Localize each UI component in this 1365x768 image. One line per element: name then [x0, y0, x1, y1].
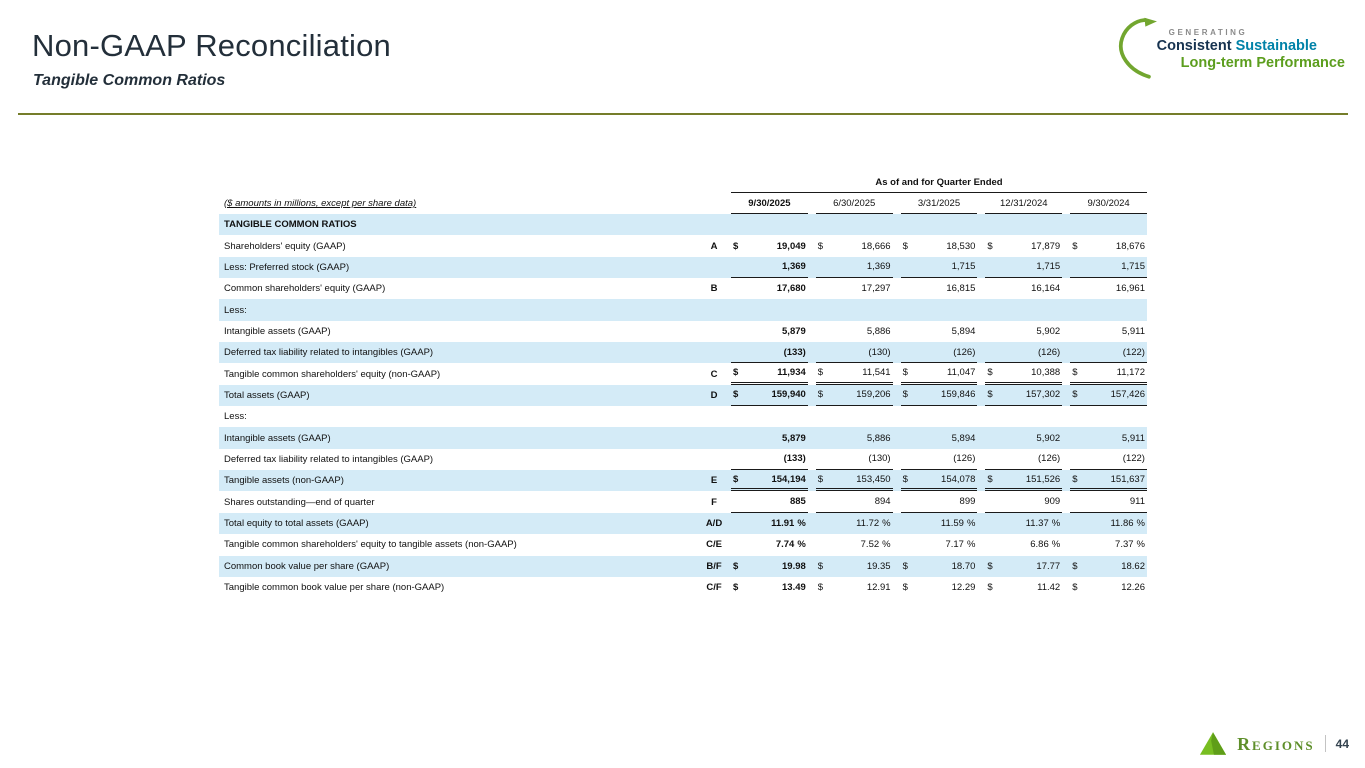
row-values: [731, 406, 1147, 427]
row-label: Intangible assets (GAAP): [224, 432, 331, 444]
table-row: [219, 235, 1147, 256]
dollar-sign: $: [987, 473, 993, 485]
value: 17.77: [1036, 560, 1061, 572]
value-cell: [1070, 470, 1147, 491]
table-row: [219, 406, 1147, 427]
value-cell: [816, 491, 893, 512]
value: 11,541: [862, 367, 891, 379]
value-cell: [901, 491, 978, 512]
row-label: Less: Preferred stock (GAAP): [224, 261, 350, 273]
quarter-ended-header: As of and for Quarter Ended: [731, 173, 1147, 193]
row-ref: E: [710, 475, 718, 487]
row-values: [731, 363, 1147, 384]
percent-sign: %: [1136, 517, 1145, 529]
row-label: Less:: [224, 411, 247, 423]
value: 7.37: [1115, 539, 1134, 551]
value-cell: [731, 449, 808, 470]
value-cell: [901, 385, 978, 406]
value: 17,680: [776, 283, 806, 295]
value-cell: [1070, 321, 1147, 342]
table-row: [219, 449, 1147, 470]
value-cell: [901, 556, 978, 577]
value: 10,388: [1031, 367, 1061, 379]
table-body: [219, 214, 1147, 598]
table-row: [219, 214, 1147, 235]
row-ref: [697, 449, 731, 470]
regions-wordmark: Regions: [1237, 733, 1315, 754]
dollar-sign: $: [987, 389, 993, 401]
percent-sign: %: [1051, 539, 1061, 551]
value-cell: [985, 577, 1062, 598]
table-group-header-row: [219, 173, 1147, 193]
value: 5,911: [1121, 325, 1145, 337]
value: (122): [1122, 346, 1145, 358]
row-label: Deferred tax liability related to intangibles (GAAP): [224, 453, 434, 465]
dollar-sign: $: [1072, 560, 1078, 572]
table-row: [219, 342, 1147, 363]
value-cell: [901, 577, 978, 598]
value: 885: [789, 496, 806, 508]
value-cell: [731, 427, 808, 448]
percent-sign: %: [882, 539, 891, 551]
table-caption: ($ amounts in millions, except per share data): [224, 198, 417, 209]
row-ref: [697, 342, 731, 363]
table-row: [219, 278, 1147, 299]
value-cell: [985, 513, 1062, 534]
value: 18,676: [1115, 240, 1145, 252]
value-cell: [1070, 257, 1147, 278]
value-cell: [816, 577, 893, 598]
value-cell: [731, 235, 808, 256]
value-cell: [1070, 449, 1147, 470]
value: 159,846: [941, 389, 976, 401]
percent-sign: %: [966, 539, 976, 551]
table-row: [219, 577, 1147, 598]
value-cell: [901, 321, 978, 342]
value: 18,530: [946, 240, 976, 252]
value: 899: [959, 496, 976, 508]
dollar-sign: $: [733, 367, 739, 379]
value: 1,715: [1121, 261, 1145, 273]
header-divider: [18, 113, 1348, 115]
row-ref: C: [710, 368, 718, 380]
row-label: Shareholders' equity (GAAP): [224, 240, 346, 252]
dollar-sign: $: [817, 582, 824, 594]
value: 154,194: [771, 473, 806, 485]
row-ref: B/F: [706, 560, 722, 572]
value: 7.52: [860, 539, 880, 551]
row-label: Total equity to total assets (GAAP): [224, 517, 369, 529]
value: 13.49: [782, 582, 806, 594]
value: 18,666: [861, 240, 891, 252]
value-cell: [731, 513, 808, 534]
row-values: [731, 257, 1147, 278]
table-row: [219, 363, 1147, 384]
tagline-sustainable: Sustainable: [1235, 37, 1317, 54]
value-cell: [985, 556, 1062, 577]
percent-sign: %: [966, 517, 976, 529]
dollar-sign: $: [1072, 240, 1078, 252]
tagline-text: [1157, 28, 1345, 71]
value-cell: [901, 470, 978, 491]
page-title: Non-GAAP Reconciliation: [32, 28, 391, 63]
table-row: [219, 321, 1147, 342]
value-cell: [1070, 278, 1147, 299]
value-cell: [731, 491, 808, 512]
value: 11.86: [1110, 517, 1134, 529]
value-cell: [731, 534, 808, 555]
value-cell: [731, 577, 808, 598]
page-number: 44: [1335, 736, 1349, 751]
row-ref: F: [711, 496, 717, 508]
value-cell: [985, 235, 1062, 256]
value-cell: [731, 278, 808, 299]
value-cell: [816, 321, 893, 342]
value-cell: [901, 534, 978, 555]
value: 894: [874, 496, 891, 508]
value-cell: [816, 470, 893, 491]
row-label: Common shareholders' equity (GAAP): [224, 283, 386, 295]
footer-separator: [1325, 735, 1326, 752]
row-values: [731, 427, 1147, 448]
value-cell: [901, 342, 978, 363]
value-cell: [985, 321, 1062, 342]
value: 16,164: [1031, 283, 1061, 295]
value: 12.26: [1121, 582, 1145, 594]
table-row: [219, 556, 1147, 577]
row-label: Intangible assets (GAAP): [224, 325, 331, 337]
dollar-sign: $: [1072, 367, 1078, 379]
tagline-consistent-sustainable: [1157, 38, 1345, 54]
row-ref: [697, 299, 731, 320]
row-ref: A/D: [705, 517, 723, 529]
row-label: TANGIBLE COMMON RATIOS: [224, 219, 357, 231]
value-cell: [1070, 577, 1147, 598]
row-label: Common book value per share (GAAP): [224, 560, 390, 572]
value: (122): [1122, 453, 1145, 465]
page-subtitle: Tangible Common Ratios: [33, 72, 226, 89]
value: 11.91: [771, 517, 795, 529]
value-cell: [985, 385, 1062, 406]
value-cell: [816, 235, 893, 256]
row-label: Tangible common book value per share (non-GAAP): [224, 582, 445, 594]
table-row: [219, 385, 1147, 406]
row-values: [731, 299, 1147, 320]
value: 5,894: [951, 325, 976, 337]
value: 11,934: [777, 367, 806, 379]
tagline-longterm-performance: Long-term Performance: [1180, 54, 1345, 71]
value-cell: [901, 235, 978, 256]
value: 17,879: [1031, 240, 1061, 252]
table-column-header-row: [219, 193, 1147, 214]
value: 1,715: [951, 261, 976, 273]
footer: [1199, 731, 1349, 756]
dollar-sign: $: [902, 582, 908, 594]
value-cell: [731, 385, 808, 406]
percent-sign: %: [1136, 539, 1145, 551]
row-ref: B: [710, 283, 718, 295]
value: 11.72: [856, 517, 880, 529]
row-values: [731, 214, 1147, 235]
value: (126): [1038, 453, 1061, 465]
value: 151,526: [1025, 473, 1061, 485]
row-label: Tangible common shareholders' equity to tangible assets (non-GAAP): [224, 539, 517, 551]
value: 18.70: [951, 560, 976, 572]
dollar-sign: $: [902, 560, 908, 572]
dollar-sign: $: [902, 367, 908, 379]
row-ref: [697, 257, 731, 278]
value-cell: [731, 257, 808, 278]
row-label: Tangible common shareholders' equity (non-GAAP): [224, 368, 441, 380]
value: 911: [1129, 496, 1145, 508]
row-values: [731, 577, 1147, 598]
value-cell: [1070, 513, 1147, 534]
value: 19.35: [866, 560, 891, 572]
value: 7.74: [775, 539, 795, 551]
value: 5,879: [782, 432, 806, 444]
column-headers: [731, 193, 1147, 214]
value-cell: [731, 363, 808, 384]
value-cell: [985, 342, 1062, 363]
row-values: [731, 235, 1147, 256]
value: 11.42: [1037, 582, 1061, 594]
row-label: Shares outstanding—end of quarter: [224, 496, 375, 508]
value-cell: [901, 513, 978, 534]
value-cell: [816, 342, 893, 363]
value: 12.91: [866, 582, 891, 594]
value-cell: [901, 257, 978, 278]
value: 151,637: [1110, 473, 1145, 485]
row-ref: [697, 321, 731, 342]
value-cell: [901, 449, 978, 470]
column-header: 3/31/2025: [901, 193, 978, 214]
value: 6.86: [1030, 539, 1049, 551]
regions-logo-icon: [1199, 731, 1227, 756]
row-label: Total assets (GAAP): [224, 389, 310, 401]
dollar-sign: $: [902, 389, 908, 401]
value-cell: [901, 278, 978, 299]
value: 5,879: [782, 325, 806, 337]
value-cell: [816, 257, 893, 278]
value-cell: [816, 449, 893, 470]
table-row: [219, 470, 1147, 491]
row-values: [731, 385, 1147, 406]
dollar-sign: $: [902, 473, 908, 485]
value-cell: [816, 385, 893, 406]
dollar-sign: $: [733, 582, 739, 594]
value: 157,302: [1025, 389, 1061, 401]
row-values: [731, 534, 1147, 555]
value-cell: [816, 363, 893, 384]
value: 1,369: [866, 261, 891, 273]
table-row: [219, 427, 1147, 448]
dollar-sign: $: [987, 582, 993, 594]
column-header: 9/30/2025: [731, 193, 808, 214]
value-cell: [816, 534, 893, 555]
value: 1,369: [782, 261, 806, 273]
row-ref: A: [710, 240, 718, 252]
value-cell: [1070, 556, 1147, 577]
value-cell: [985, 278, 1062, 299]
row-ref: [697, 214, 731, 235]
row-values: [731, 321, 1147, 342]
column-header: 9/30/2024: [1070, 193, 1147, 214]
dollar-sign: $: [733, 240, 739, 252]
table-row: [219, 299, 1147, 320]
row-values: [731, 513, 1147, 534]
value: 154,078: [941, 473, 976, 485]
row-ref: [697, 406, 731, 427]
column-header: 12/31/2024: [985, 193, 1062, 214]
value: 18.62: [1121, 560, 1145, 572]
dollar-sign: $: [1072, 389, 1078, 401]
value: (133): [783, 453, 806, 465]
financial-table: [219, 173, 1147, 598]
row-values: [731, 278, 1147, 299]
tagline-generating: GENERATING: [1168, 27, 1248, 37]
value-cell: [1070, 427, 1147, 448]
percent-sign: %: [797, 517, 806, 529]
row-ref: C/F: [706, 582, 722, 594]
dollar-sign: $: [987, 560, 993, 572]
row-values: [731, 449, 1147, 470]
value: (126): [953, 346, 976, 358]
dollar-sign: $: [817, 473, 824, 485]
value-cell: [1070, 385, 1147, 406]
value-cell: [901, 363, 978, 384]
row-label: Less:: [224, 304, 247, 316]
dollar-sign: $: [733, 389, 739, 401]
value: 11.37: [1025, 517, 1049, 529]
row-label: Deferred tax liability related to intangibles (GAAP): [224, 347, 434, 359]
row-ref: [697, 427, 731, 448]
value: 5,886: [866, 432, 891, 444]
value-cell: [985, 363, 1062, 384]
table-row: [219, 534, 1147, 555]
value: 153,450: [856, 473, 891, 485]
row-values: [731, 470, 1147, 491]
value-cell: [985, 470, 1062, 491]
dollar-sign: $: [817, 240, 824, 252]
value: 159,206: [856, 389, 891, 401]
percent-sign: %: [1051, 517, 1061, 529]
value-cell: [985, 427, 1062, 448]
value: (133): [783, 346, 806, 358]
row-label: Tangible assets (non-GAAP): [224, 475, 344, 487]
value: 157,426: [1110, 389, 1145, 401]
value: 11,172: [1116, 367, 1145, 379]
value: 19.98: [782, 560, 806, 572]
dollar-sign: $: [987, 240, 993, 252]
dollar-sign: $: [987, 367, 993, 379]
value-cell: [1070, 342, 1147, 363]
value-cell: [731, 470, 808, 491]
value-cell: [901, 427, 978, 448]
value-cell: [731, 342, 808, 363]
value: 19,049: [776, 240, 806, 252]
value: 11.59: [940, 517, 964, 529]
value: 5,902: [1036, 325, 1061, 337]
dollar-sign: $: [817, 560, 824, 572]
value-cell: [1070, 363, 1147, 384]
value: 159,940: [771, 389, 806, 401]
value-cell: [1070, 235, 1147, 256]
row-values: [731, 556, 1147, 577]
row-values: [731, 342, 1147, 363]
value: (126): [953, 453, 976, 465]
value-cell: [985, 449, 1062, 470]
tagline-consistent: Consistent: [1156, 37, 1232, 54]
value: 16,961: [1115, 283, 1145, 295]
value: 16,815: [946, 283, 976, 295]
value: 12.29: [951, 582, 976, 594]
row-values: [731, 491, 1147, 512]
dollar-sign: $: [817, 367, 824, 379]
value: 1,715: [1036, 261, 1061, 273]
value: 11,047: [947, 367, 976, 379]
value-cell: [985, 257, 1062, 278]
dollar-sign: $: [1072, 582, 1078, 594]
value-cell: [1070, 534, 1147, 555]
value: 909: [1044, 496, 1061, 508]
dollar-sign: $: [902, 240, 908, 252]
dollar-sign: $: [817, 389, 824, 401]
table-row: [219, 513, 1147, 534]
row-ref: C/E: [706, 539, 722, 551]
row-ref: D: [710, 389, 718, 401]
value: 7.17: [945, 539, 964, 551]
column-header: 6/30/2025: [816, 193, 893, 214]
value-cell: [985, 534, 1062, 555]
value-cell: [731, 321, 808, 342]
value: 5,886: [866, 325, 891, 337]
value-cell: [816, 513, 893, 534]
value: 5,911: [1121, 432, 1145, 444]
dollar-sign: $: [733, 473, 739, 485]
brand-tagline: [1115, 16, 1345, 82]
dollar-sign: $: [733, 560, 739, 572]
value-cell: [731, 556, 808, 577]
value: 5,894: [951, 432, 976, 444]
percent-sign: %: [882, 517, 891, 529]
value: 17,297: [861, 283, 891, 295]
value-cell: [1070, 491, 1147, 512]
dollar-sign: $: [1072, 473, 1078, 485]
value-cell: [816, 427, 893, 448]
value-cell: [816, 556, 893, 577]
value: 5,902: [1036, 432, 1061, 444]
table-row: [219, 491, 1147, 512]
value-cell: [816, 278, 893, 299]
value: (126): [1038, 346, 1061, 358]
table-row: [219, 257, 1147, 278]
value: (130): [868, 453, 891, 465]
value: (130): [868, 346, 891, 358]
value-cell: [985, 491, 1062, 512]
percent-sign: %: [797, 539, 806, 551]
